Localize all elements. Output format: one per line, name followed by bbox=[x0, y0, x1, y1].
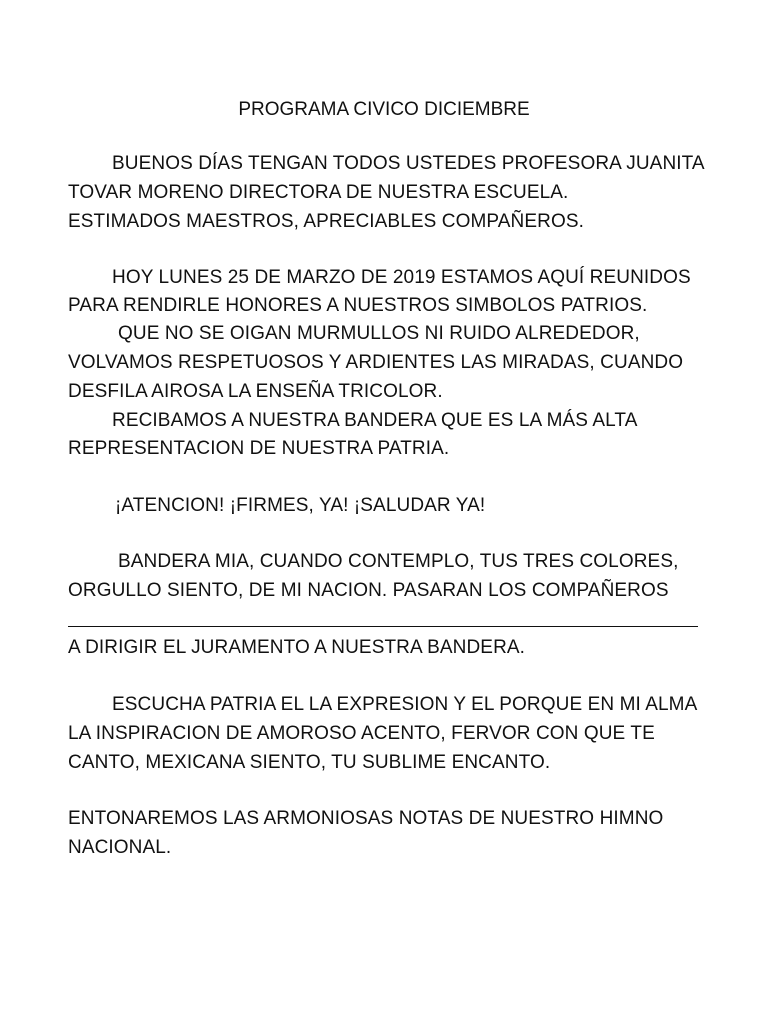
paragraph-4-line-1: BANDERA MIA, CUANDO CONTEMPLO, TUS TRES COLORES, bbox=[118, 551, 679, 572]
paragraph-6-line-2: NACIONAL. bbox=[68, 837, 172, 858]
paragraph-4-line-2: ORGULLO SIENTO, DE MI NACION. PASARAN LOS COMPAÑEROS bbox=[68, 580, 669, 601]
paragraph-6-line-1: ENTONAREMOS LAS ARMONIOSAS NOTAS DE NUESTRO HIMNO bbox=[68, 808, 664, 829]
paragraph-5-line-1: ESCUCHA PATRIA EL LA EXPRESION Y EL PORQUE EN MI ALMA bbox=[112, 694, 698, 715]
paragraph-2-line-2: PARA RENDIRLE HONORES A NUESTROS SIMBOLOS PATRIOS. bbox=[68, 295, 648, 316]
fill-in-blank-line bbox=[68, 626, 698, 627]
paragraph-1-line-1: BUENOS DÍAS TENGAN TODOS USTEDES PROFESORA JUANITA bbox=[112, 153, 705, 174]
paragraph-2-line-4: VOLVAMOS RESPETUOSOS Y ARDIENTES LAS MIRADAS, CUANDO bbox=[68, 352, 684, 373]
document-title: PROGRAMA CIVICO DICIEMBRE bbox=[238, 99, 530, 120]
paragraph-2-line-6: RECIBAMOS A NUESTRA BANDERA QUE ES LA MÁS ALTA bbox=[112, 410, 638, 431]
paragraph-2-line-5: DESFILA AIROSA LA ENSEÑA TRICOLOR. bbox=[68, 381, 443, 402]
paragraph-2-line-1: HOY LUNES 25 DE MARZO DE 2019 ESTAMOS AQUÍ REUNIDOS bbox=[112, 267, 691, 288]
paragraph-2-line-3: QUE NO SE OIGAN MURMULLOS NI RUIDO ALREDEDOR, bbox=[118, 323, 640, 344]
paragraph-2-line-7: REPRESENTACION DE NUESTRA PATRIA. bbox=[68, 438, 450, 459]
paragraph-5-line-2: LA INSPIRACION DE AMOROSO ACENTO, FERVOR CON QUE TE bbox=[68, 723, 655, 744]
paragraph-3-line-1: ¡ATENCION! ¡FIRMES, YA! ¡SALUDAR YA! bbox=[115, 495, 486, 516]
paragraph-5-line-3: CANTO, MEXICANA SIENTO, TU SUBLIME ENCANTO. bbox=[68, 752, 551, 773]
paragraph-1-line-2: TOVAR MORENO DIRECTORA DE NUESTRA ESCUELA. bbox=[68, 182, 569, 203]
paragraph-1-line-3: ESTIMADOS MAESTROS, APRECIABLES COMPAÑEROS. bbox=[68, 211, 585, 232]
paragraph-4-line-3: A DIRIGIR EL JURAMENTO A NUESTRA BANDERA. bbox=[68, 637, 526, 658]
